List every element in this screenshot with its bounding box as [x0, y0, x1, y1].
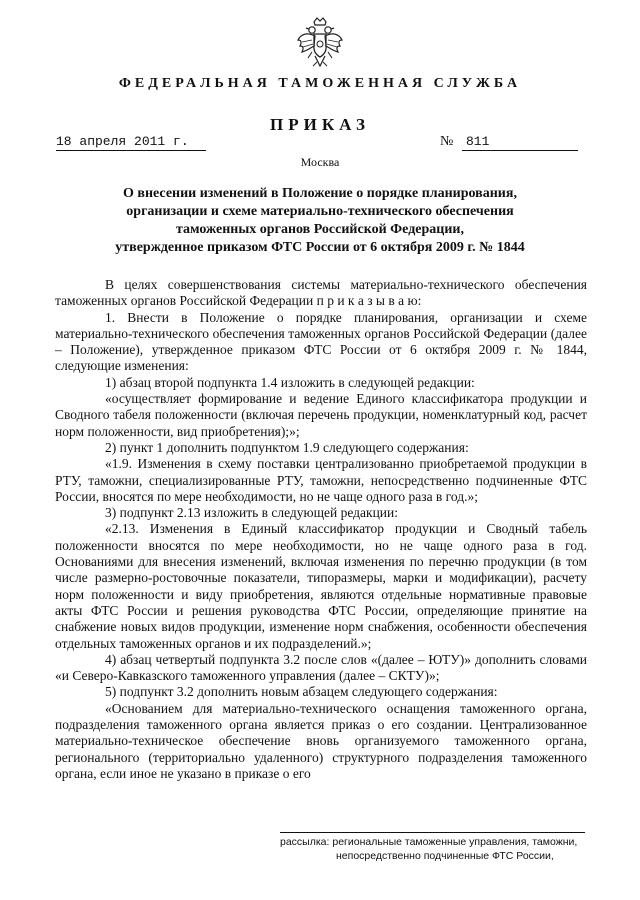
service-name: ФЕДЕРАЛЬНАЯ ТАМОЖЕННАЯ СЛУЖБА	[118, 76, 522, 91]
distribution-line: непосредственно подчиненные ФТС России,	[336, 850, 554, 862]
heading-line: О внесении изменений в Положение о порядке планирования,	[123, 186, 517, 201]
body-paragraph: «2.13. Изменения в Единый классификатор продукции и Сводный табель положенности вносятся по мере необходимости, но не чаще одного раза в год. Основаниями для внесения изменений, включая изменения по перечню продукции (в том числе размерно-ростовочные показатели, типоразмеры, марки и модификации), расчету норм положенности и виду приобретения, являются отдельные нормативные правовые акты ФТС России и решения руководства ФТС России, определяющие принятие на снабжение новых видов продукции, изменение норм снабжения, особенности обеспечения отдельных таможенных органов и их подразделений.»;	[55, 521, 587, 651]
russian-coat-of-arms-icon	[295, 16, 345, 72]
order-date: 18 апреля 2011 г.	[56, 134, 206, 151]
heading-line: утвержденное приказом ФТС России от 6 октября 2009 г. № 1844	[115, 240, 525, 255]
order-number-label: №	[440, 134, 454, 149]
body-paragraph: 1) абзац второй подпункта 1.4 изложить в следующей редакции:	[105, 374, 475, 390]
order-body	[55, 277, 587, 782]
body-paragraph: «Основанием для материально-технического оснащения таможенного органа, подразделения таможенного органа является приказ о его создании. Централизованное материально-техническое обеспечение вновь организуемого таможенного органа, регионального (территориально удаленного) структурного подразделения таможенного органа, если иное не указано в приказе о его	[55, 700, 587, 781]
order-number: 811	[462, 134, 578, 151]
body-paragraph: 2) пункт 1 дополнить подпунктом 1.9 следующего содержания:	[105, 439, 469, 455]
heading-line: таможенных органов Российской Федерации,	[176, 222, 464, 237]
distribution-list	[280, 832, 585, 863]
body-paragraph: 3) подпункт 2.13 изложить в следующей редакции:	[105, 505, 399, 521]
order-city: Москва	[300, 155, 340, 169]
body-paragraph: В целях совершенствования системы материально-технического обеспечения таможенных органов Российской Федерации п р и к а з ы в а ю:	[55, 277, 587, 309]
body-paragraph: 4) абзац четвертый подпункта 3.2 после слов «(далее – ЮТУ)» дополнить словами «и Северо-Кавказского таможенного управления (далее – СКТУ)»;	[55, 651, 587, 684]
distribution-line: рассылка: региональные таможенные управления, таможни,	[280, 836, 578, 848]
body-paragraph: 1. Внести в Положение о порядке планирования, организации и схеме материально-технического обеспечения таможенных органов Российской Федерации (далее – Положение), утвержденное приказом ФТС России от 6 октября 2009 г. № 1844, следующие изменения:	[55, 309, 587, 374]
order-title: ПРИКАЗ	[270, 115, 370, 134]
heading-line: организации и схеме материально-технического обеспечения	[126, 204, 514, 219]
body-paragraph: «осуществляет формирование и ведение Единого классификатора продукции и Сводного табеля положенности (включая перечень продукции, номенклатурный код, расчет норм положенности, вид приобретения);»;	[55, 391, 587, 439]
body-paragraph: «1.9. Изменения в схему поставки централизованно приобретаемой продукции в РТУ, таможни, специализированные РТУ, таможни, непосредственно подчиненные ФТС России, вносятся по мере необходимости, но не чаще одного раза в год.»;	[55, 456, 587, 504]
body-paragraph: 5) подпункт 3.2 дополнить новым абзацем следующего содержания:	[105, 684, 498, 700]
order-heading	[90, 185, 550, 257]
